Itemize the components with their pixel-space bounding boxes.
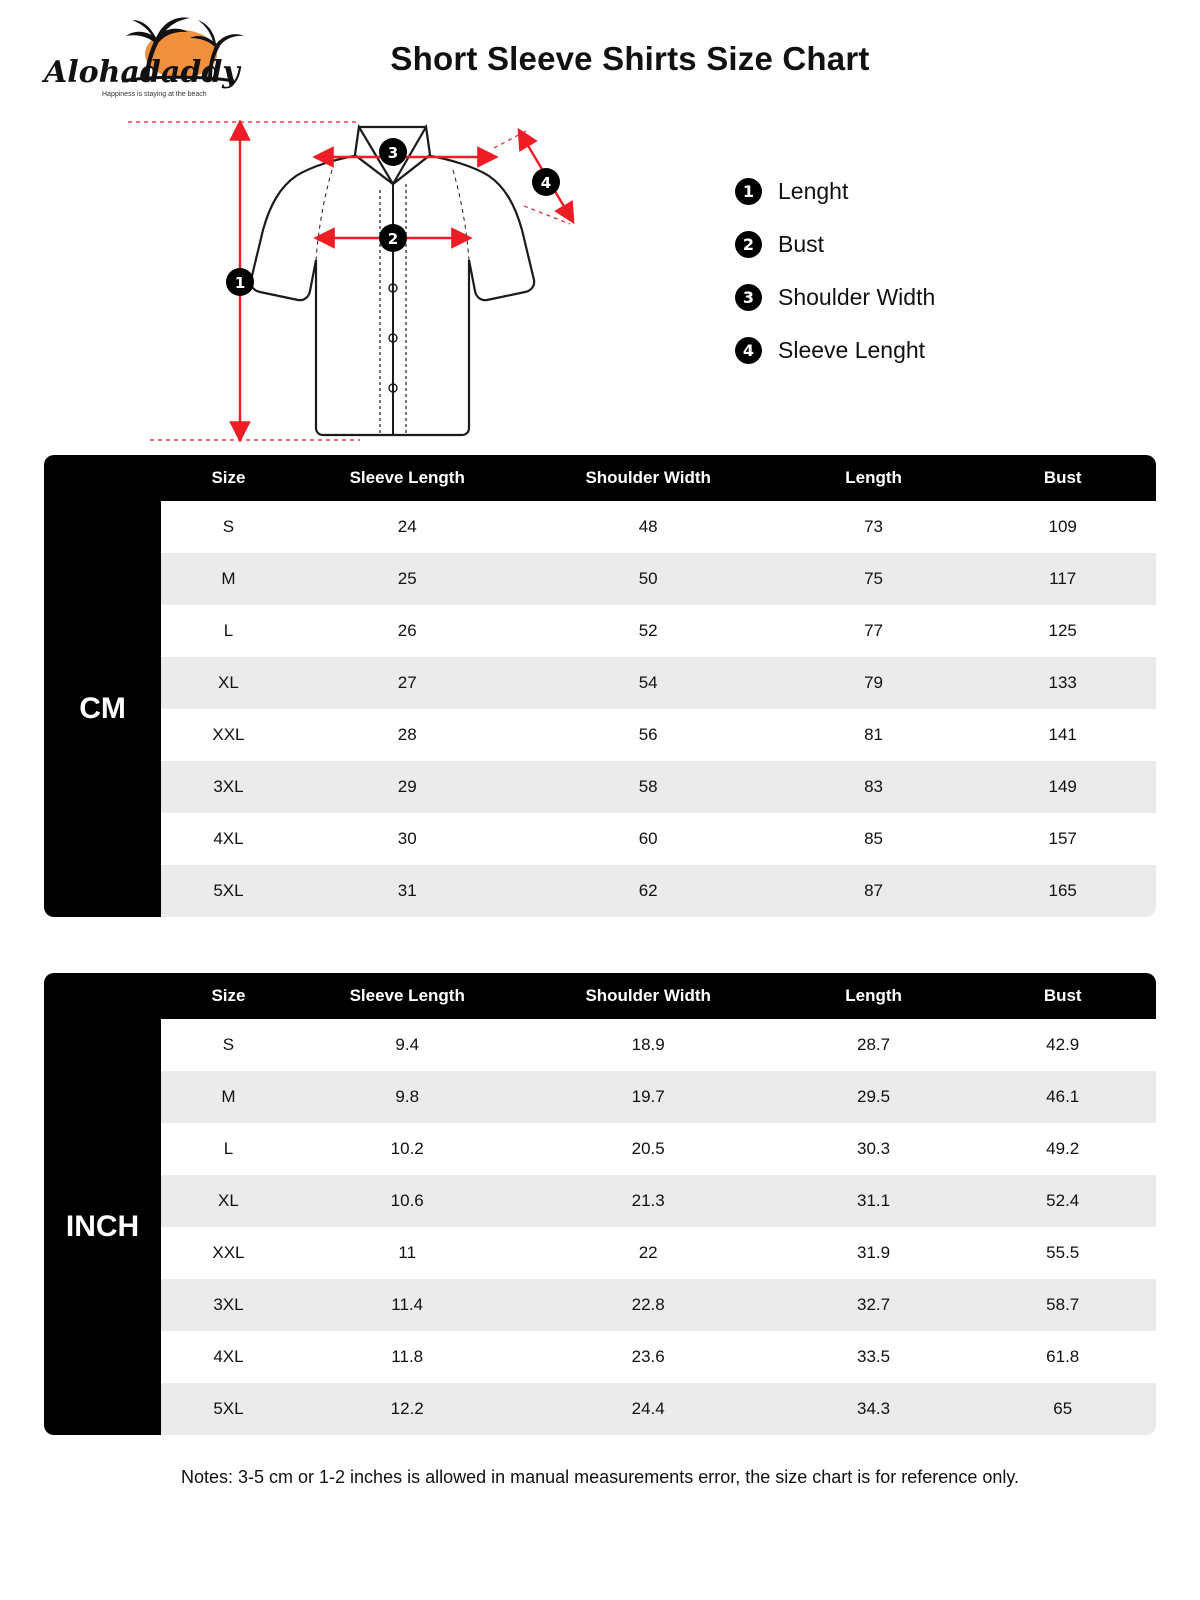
cell-shoulder-width: 18.9 [519, 1019, 778, 1071]
cell-shoulder-width: 19.7 [519, 1071, 778, 1123]
table-row [44, 813, 1156, 865]
cell-size: L [161, 1123, 296, 1175]
cell-shoulder-width: 60 [519, 813, 778, 865]
cell-length: 87 [778, 865, 970, 917]
cell-sleeve-length: 12.2 [296, 1383, 519, 1435]
legend-item-4 [735, 337, 935, 364]
column-header-sleeve-length: Sleeve Length [296, 455, 519, 501]
cell-bust: 117 [969, 553, 1156, 605]
cell-shoulder-width: 54 [519, 657, 778, 709]
unit-label-inch: INCH [44, 1019, 161, 1435]
legend-number-icon: 4 [735, 337, 762, 364]
cell-length: 31.9 [778, 1227, 970, 1279]
cell-length: 77 [778, 605, 970, 657]
svg-text:Alohadaddy: Alohadaddy [44, 55, 240, 90]
table-row [44, 1123, 1156, 1175]
table-spacer [0, 917, 1200, 973]
legend [735, 178, 935, 390]
cell-sleeve-length: 25 [296, 553, 519, 605]
cell-size: 3XL [161, 761, 296, 813]
table-row [44, 709, 1156, 761]
cell-sleeve-length: 30 [296, 813, 519, 865]
column-header-length: Length [778, 973, 970, 1019]
table-row [44, 1227, 1156, 1279]
cell-sleeve-length: 29 [296, 761, 519, 813]
cell-length: 83 [778, 761, 970, 813]
table-row [44, 1175, 1156, 1227]
cell-length: 31.1 [778, 1175, 970, 1227]
legend-label: Sleeve Lenght [778, 337, 926, 363]
inch-table [44, 973, 1156, 1435]
cell-size: M [161, 553, 296, 605]
table-header-row [44, 455, 1156, 501]
cell-bust: 141 [969, 709, 1156, 761]
cell-bust: 58.7 [969, 1279, 1156, 1331]
legend-number-icon: 3 [735, 284, 762, 311]
cell-length: 73 [778, 501, 970, 553]
table-header-row [44, 973, 1156, 1019]
cell-bust: 109 [969, 501, 1156, 553]
measurement-diagram-area [0, 110, 1200, 455]
legend-item-3 [735, 284, 935, 311]
cell-length: 81 [778, 709, 970, 761]
cell-size: XL [161, 657, 296, 709]
cell-shoulder-width: 22.8 [519, 1279, 778, 1331]
cell-sleeve-length: 10.6 [296, 1175, 519, 1227]
legend-number-icon: 1 [735, 178, 762, 205]
cell-sleeve-length: 11 [296, 1227, 519, 1279]
size-table-inch [44, 973, 1156, 1435]
cell-length: 32.7 [778, 1279, 970, 1331]
cell-sleeve-length: 10.2 [296, 1123, 519, 1175]
table-row [44, 1279, 1156, 1331]
notes-text: Notes: 3-5 cm or 1-2 inches is allowed in manual measurements error, the size chart is for reference only. [180, 1467, 1020, 1487]
cell-shoulder-width: 62 [519, 865, 778, 917]
page-header [0, 0, 1200, 110]
cell-shoulder-width: 23.6 [519, 1331, 778, 1383]
cell-bust: 165 [969, 865, 1156, 917]
table-row [44, 553, 1156, 605]
legend-number-icon: 2 [735, 231, 762, 258]
cell-sleeve-length: 11.8 [296, 1331, 519, 1383]
table-row [44, 501, 1156, 553]
shirt-diagram [110, 110, 670, 460]
cell-size: XXL [161, 1227, 296, 1279]
cell-sleeve-length: 9.4 [296, 1019, 519, 1071]
column-header-shoulder-width: Shoulder Width [519, 973, 778, 1019]
cell-length: 85 [778, 813, 970, 865]
cell-shoulder-width: 24.4 [519, 1383, 778, 1435]
table-row [44, 605, 1156, 657]
cell-size: M [161, 1071, 296, 1123]
table-row [44, 657, 1156, 709]
unit-header [44, 973, 161, 1019]
size-table-cm [44, 455, 1156, 917]
cell-bust: 125 [969, 605, 1156, 657]
cell-size: XL [161, 1175, 296, 1227]
legend-item-2 [735, 231, 935, 258]
cell-size: S [161, 501, 296, 553]
cell-shoulder-width: 20.5 [519, 1123, 778, 1175]
cell-bust: 55.5 [969, 1227, 1156, 1279]
column-header-size: Size [161, 455, 296, 501]
cell-size: S [161, 1019, 296, 1071]
cell-size: 4XL [161, 813, 296, 865]
table-row [44, 865, 1156, 917]
cell-length: 34.3 [778, 1383, 970, 1435]
cell-length: 28.7 [778, 1019, 970, 1071]
svg-text:4: 4 [540, 174, 552, 192]
cell-bust: 61.8 [969, 1331, 1156, 1383]
cell-bust: 65 [969, 1383, 1156, 1435]
table-row [44, 1331, 1156, 1383]
cell-sleeve-length: 28 [296, 709, 519, 761]
cell-shoulder-width: 21.3 [519, 1175, 778, 1227]
page-title: Short Sleeve Shirts Size Chart [390, 40, 870, 77]
svg-text:2: 2 [387, 230, 399, 248]
legend-label: Bust [778, 231, 825, 257]
table-row [44, 1071, 1156, 1123]
column-header-bust: Bust [969, 455, 1156, 501]
cell-bust: 149 [969, 761, 1156, 813]
svg-text:3: 3 [387, 144, 399, 162]
table-row [44, 761, 1156, 813]
cell-bust: 133 [969, 657, 1156, 709]
cell-size: 3XL [161, 1279, 296, 1331]
cm-table [44, 455, 1156, 917]
cell-size: 5XL [161, 865, 296, 917]
legend-label: Lenght [778, 178, 849, 204]
table-row [44, 1383, 1156, 1435]
cell-sleeve-length: 26 [296, 605, 519, 657]
cell-length: 79 [778, 657, 970, 709]
cell-shoulder-width: 22 [519, 1227, 778, 1279]
cell-shoulder-width: 58 [519, 761, 778, 813]
cell-length: 75 [778, 553, 970, 605]
cell-length: 29.5 [778, 1071, 970, 1123]
cell-length: 33.5 [778, 1331, 970, 1383]
cell-size: 4XL [161, 1331, 296, 1383]
cell-shoulder-width: 56 [519, 709, 778, 761]
column-header-size: Size [161, 973, 296, 1019]
legend-item-1 [735, 178, 935, 205]
cell-size: 5XL [161, 1383, 296, 1435]
cell-bust: 49.2 [969, 1123, 1156, 1175]
column-header-length: Length [778, 455, 970, 501]
cell-sleeve-length: 31 [296, 865, 519, 917]
table-row [44, 1019, 1156, 1071]
cell-bust: 52.4 [969, 1175, 1156, 1227]
cell-sleeve-length: 24 [296, 501, 519, 553]
unit-label-cm: CM [44, 501, 161, 917]
legend-label: Shoulder Width [778, 284, 936, 310]
cell-bust: 42.9 [969, 1019, 1156, 1071]
cell-sleeve-length: 27 [296, 657, 519, 709]
cell-shoulder-width: 50 [519, 553, 778, 605]
cell-size: L [161, 605, 296, 657]
column-header-bust: Bust [969, 973, 1156, 1019]
cell-sleeve-length: 9.8 [296, 1071, 519, 1123]
svg-text:1: 1 [234, 274, 246, 292]
column-header-shoulder-width: Shoulder Width [519, 455, 778, 501]
unit-header [44, 455, 161, 501]
cell-bust: 46.1 [969, 1071, 1156, 1123]
column-header-sleeve-length: Sleeve Length [296, 973, 519, 1019]
cell-bust: 157 [969, 813, 1156, 865]
cell-length: 30.3 [778, 1123, 970, 1175]
cell-shoulder-width: 52 [519, 605, 778, 657]
cell-sleeve-length: 11.4 [296, 1279, 519, 1331]
svg-text:Happiness is staying at the be: Happiness is staying at the beach [102, 91, 207, 98]
cell-size: XXL [161, 709, 296, 761]
cell-shoulder-width: 48 [519, 501, 778, 553]
